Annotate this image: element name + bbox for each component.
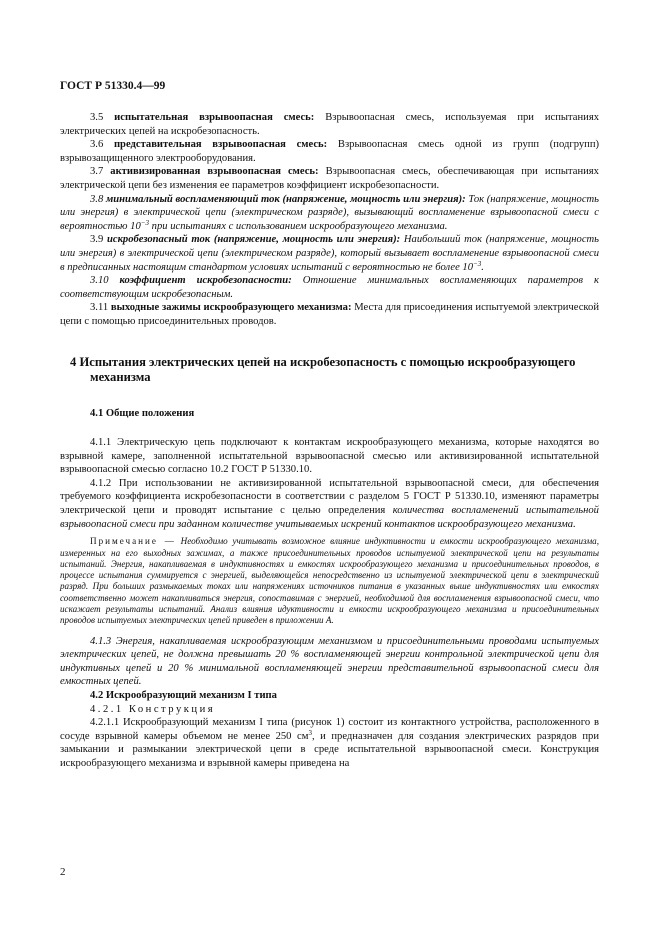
term: выходные зажимы искрообразующего механизма: <box>110 302 352 314</box>
term: искробезопасный ток (напряжение, мощность или энергия): <box>106 234 401 246</box>
document-body <box>60 111 599 771</box>
term: представительная взрывоопасная смесь: <box>113 139 328 151</box>
term: активизированная взрывоопасная смесь: <box>110 166 319 178</box>
standard-header: ГОСТ Р 51330.4—99 <box>60 80 166 92</box>
term: минимальный воспламеняющий ток (напряжение, мощность или энергия): <box>105 193 466 205</box>
note-label: Примечание — <box>90 536 176 547</box>
definition-3-9: 3.9 искробезопасный ток (напряжение, мощность или энергия): Наибольший ток (напряжение, мощность или энергия) в электрической цепи (электрическом разряде), который вызывает воспламенение взрывоопасной смеси в предписанных настоящим стандартом условиях испытаний с вероятностью не более $10^{-3}$. <box>60 234 599 273</box>
page-number: 2 <box>60 866 66 878</box>
note <box>60 536 599 626</box>
definition-3-8: 3.8 минимальный воспламеняющий ток (напряжение, мощность или энергия): Ток (напряжение, мощность или энергия) в электрической цепи (электрическом разряде), вызывающий воспламенение взрывоопасной смеси с вероятностью $10^{-3}$ при испытаниях с использованием искрообразующего механизма. <box>60 193 600 232</box>
paragraph-4-1-2: 4.1.2 При использовании не активизированной испытательной взрывоопасной смеси, для обеспечения требуемого коэффициента искробезопасности в соответствии с разделом 5 ГОСТ Р 51330.10, изменяют параметры электрической цепи и проводят испытание с целью определения количества воспламенений испытательной взрывоопасной смеси при заданном количестве учитываемых искрений контактов искрообразующего механизма. <box>60 477 599 530</box>
definition-3-7: 3.7 активизированная взрывоопасная смесь: Взрывоопасная смесь, обеспечивающая при испытаниях электрической цепи без изменения ее параметров коэффициент искробезопасности. <box>60 166 599 191</box>
term: испытательная взрывоопасная смесь: <box>114 112 315 123</box>
definition-3-10: 3.10 коэффициент искробезопасности: Отношение минимальных воспламеняющих параметров к соответствующим искробезопасным. <box>60 275 599 300</box>
definition-3-6: 3.6 представительная взрывоопасная смесь: Взрывоопасная смесь одной из групп (подгрупп) взрывозащищенного электрооборудования. <box>60 139 600 164</box>
term: коэффициент искробезопасности: <box>119 275 292 287</box>
definition-3-11: 3.11 выходные зажимы искрообразующего механизма: Места для присоединения испытуемой электрической цепи с помощью присоединительных проводов. <box>60 302 599 327</box>
paragraph-4-1-3: 4.1.3 Энергия, накапливаемая искрообразующим механизмом и присоединительными проводами испытуемых электрических цепей, не должна превышать 20 % воспламеняющей энергии контрольной электрической цепи для индуктивных цепей и 20 % минимальной воспламеняющей энергии представительной взрывоопасной смеси для емкостных цепей. <box>60 635 599 688</box>
definition-3-5: 3.5 испытательная взрывоопасная смесь: Взрывоопасная смесь, используемая при испытаниях электрических цепей на искробезопасность. <box>60 112 599 137</box>
note-text: Необходимо учитывать возможное влияние индуктивности и емкости искрообразующего механизма, измеренных на его выходных зажимах, а также присоединительных проводов испытуемой электрической цепи на результаты испытаний. Энергия, накапливаемая в индуктивностях и емкостях искрообразующего механизма и присоединительных проводов, в процессе испытания суммируется с энергией, выделяющейся непосредственно из испытуемой электрической цепи в электрический разряд. При больших размыкаемых токах или напряжениях источников питания в указанных выше индуктивностях или емкостях соответственно может накапливаться энергия, сопоставимая с энергией, необходимой для воспламенения взрывоопасной смеси, что искажает результаты испытаний. Анализ влияния идуктивности и емкости искрообразующего механизма и присоединительных проводов испытуемых электрических цепей приведен в приложении А. <box>60 536 600 626</box>
subsection-4-2-heading: 4.2 Искрообразующий механизм I типа <box>90 690 277 701</box>
section-4-heading: 4 Испытания электрических цепей на искробезопасность с помощью искрообразующего механизма <box>70 354 576 384</box>
subsection-4-1-heading: 4.1 Общие положения <box>90 407 195 419</box>
paragraph-4-2-1: 4.2.1 Конструкция <box>90 703 216 715</box>
paragraph-4-1-1: 4.1.1 Электрическую цепь подключают к контактам искрообразующего механизма, которые находятся во взрывной камере, заполненной испытательной взрывоопасной смесью или активизированной испытательной взрывоопасной смесью согласно 10.2 ГОСТ Р 51330.10. <box>60 437 599 476</box>
paragraph-4-2-1-1: 4.2.1.1 Искрообразующий механизм I типа (рисунок 1) состоит из контактного устройства, расположенного в сосуде взрывной камеры объемом не менее 250 $см^3$, и предназначен для создания электрических разрядов при замыкании и размыкании электрической цепи в среде испытательной взрывоопасной смеси. Конструкция искрообразующего механизма и взрывной камеры приведена на <box>60 717 599 769</box>
